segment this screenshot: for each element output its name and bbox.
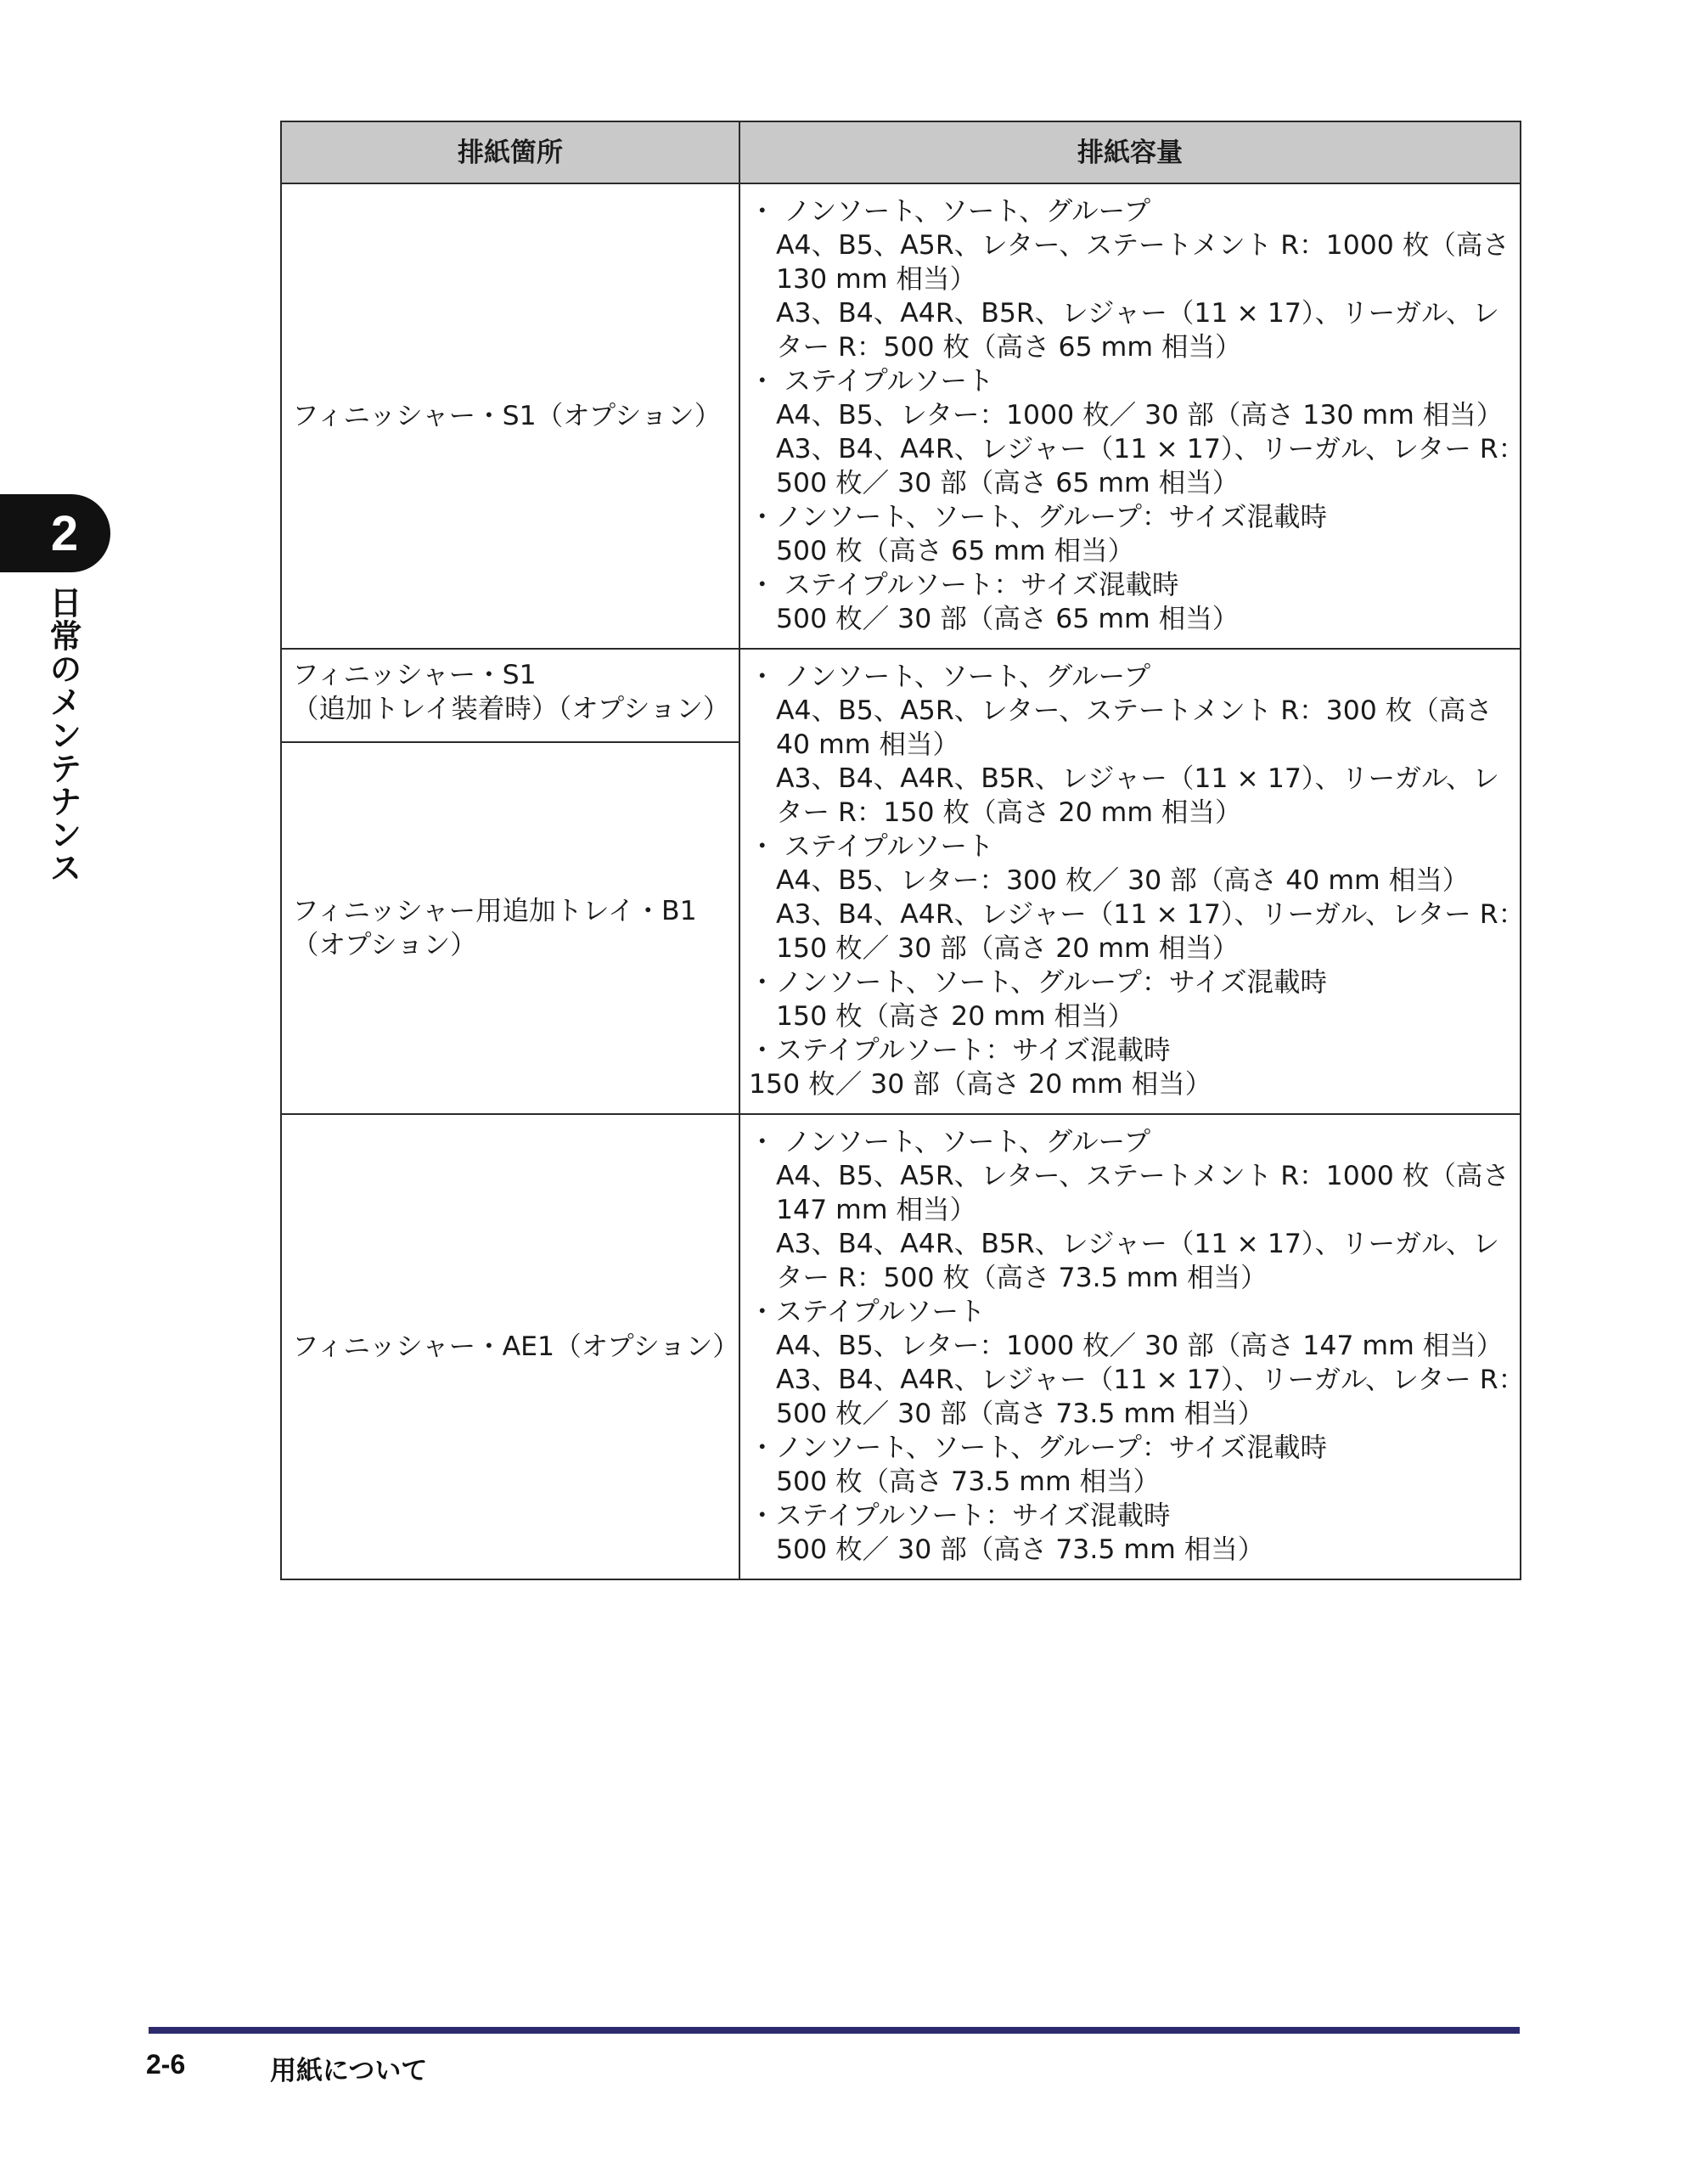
capacity-line: A4、B5、レター：300 枚／ 30 部（高さ 40 mm 相当） — [776, 865, 1470, 896]
capacity-line: ・ステイプルソート：サイズ混載時 — [749, 1500, 1171, 1531]
table-row — [281, 183, 1521, 649]
capacity-line: ター R：150 枚（高さ 20 mm 相当） — [776, 797, 1242, 828]
capacity-line: 500 枚（高さ 65 mm 相当） — [776, 536, 1135, 566]
capacity-line: A3、B4、A4R、B5R、レジャー（11 × 17）、リーガル、レ — [776, 1229, 1500, 1259]
table-row — [281, 649, 1521, 742]
header-output-capacity: 排紙容量 — [739, 121, 1521, 183]
capacity-line: A4、B5、A5R、レター、ステートメント R：1000 枚（高さ — [776, 1161, 1510, 1191]
table-header-row — [281, 121, 1521, 183]
capacity-cell — [739, 649, 1526, 1114]
capacity-line: A3、B4、A4R、B5R、レジャー（11 × 17）、リーガル、レ — [776, 298, 1500, 329]
capacity-line: ・ ステイプルソート — [749, 366, 994, 397]
capacity-line: ター R：500 枚（高さ 73.5 mm 相当） — [776, 1263, 1268, 1293]
capacity-line: A4、B5、A5R、レター、ステートメント R：300 枚（高さ — [776, 695, 1493, 726]
capacity-line: 500 枚／ 30 部（高さ 65 mm 相当） — [776, 604, 1240, 634]
capacity-line: ・ノンソート、ソート、グループ：サイズ混載時 — [749, 502, 1328, 532]
location-cell: フィニッシャー・S1（オプション） — [281, 183, 739, 649]
capacity-line: A4、B5、A5R、レター、ステートメント R：1000 枚（高さ — [776, 230, 1510, 261]
location-cell — [281, 742, 739, 1114]
capacity-line: 147 mm 相当） — [776, 1195, 977, 1225]
capacity-line: 500 枚／ 30 部（高さ 65 mm 相当） — [776, 468, 1240, 498]
location-line: フィニッシャー・S1 — [292, 660, 537, 690]
footer-rule — [149, 2027, 1520, 2034]
table-row — [281, 1114, 1521, 1579]
capacity-cell — [739, 1114, 1526, 1579]
chapter-tab — [0, 494, 110, 572]
capacity-line: 500 枚（高さ 73.5 mm 相当） — [776, 1466, 1161, 1497]
capacity-cell — [739, 183, 1526, 649]
location-line: （追加トレイ装着時）（オプション） — [292, 694, 730, 724]
capacity-line: ・ ノンソート、ソート、グループ — [749, 1127, 1151, 1157]
header-output-location: 排紙箇所 — [281, 121, 739, 183]
chapter-number: 2 — [50, 505, 79, 561]
capacity-line: A4、B5、レター：1000 枚／ 30 部（高さ 147 mm 相当） — [776, 1331, 1504, 1361]
capacity-line: ・ ノンソート、ソート、グループ — [749, 196, 1151, 227]
capacity-line: A3、B4、A4R、レジャー（11 × 17）、リーガル、レター R： — [776, 434, 1526, 464]
capacity-line: 130 mm 相当） — [776, 264, 977, 295]
capacity-line: A3、B4、A4R、レジャー（11 × 17）、リーガル、レター R： — [776, 899, 1526, 930]
capacity-line: ・ステイプルソート：サイズ混載時 — [749, 1035, 1171, 1066]
chapter-title: 日常のメンテナンス — [44, 586, 82, 884]
capacity-line: 500 枚／ 30 部（高さ 73.5 mm 相当） — [776, 1399, 1265, 1429]
capacity-line: ・ ノンソート、ソート、グループ — [749, 661, 1151, 692]
capacity-line: ・ステイプルソート — [749, 1297, 986, 1327]
location-cell: フィニッシャー・AE1（オプション） — [281, 1114, 739, 1579]
capacity-line: ・ ステイプルソート：サイズ混載時 — [749, 570, 1179, 600]
capacity-line: ター R：500 枚（高さ 65 mm 相当） — [776, 332, 1242, 363]
capacity-line: ・ ステイプルソート — [749, 831, 994, 862]
capacity-line: A3、B4、A4R、B5R、レジャー（11 × 17）、リーガル、レ — [776, 763, 1500, 794]
capacity-line: 500 枚／ 30 部（高さ 73.5 mm 相当） — [776, 1534, 1265, 1565]
location-line: フィニッシャー用追加トレイ・B1 — [292, 896, 697, 926]
footer-section-title: 用紙について — [270, 2056, 428, 2086]
output-capacity-table — [280, 121, 1526, 1580]
location-line: （オプション） — [292, 930, 477, 960]
capacity-line: ・ノンソート、ソート、グループ：サイズ混載時 — [749, 967, 1328, 998]
capacity-line: 40 mm 相当） — [776, 729, 959, 760]
capacity-line: ・ノンソート、ソート、グループ：サイズ混載時 — [749, 1433, 1328, 1463]
capacity-line: A3、B4、A4R、レジャー（11 × 17）、リーガル、レター R： — [776, 1365, 1526, 1395]
page-number: 2-6 — [146, 2049, 186, 2080]
capacity-line: A4、B5、レター：1000 枚／ 30 部（高さ 130 mm 相当） — [776, 400, 1504, 431]
capacity-line: 150 枚／ 30 部（高さ 20 mm 相当） — [749, 1069, 1212, 1100]
capacity-line: 150 枚（高さ 20 mm 相当） — [776, 1001, 1135, 1032]
capacity-line: 150 枚／ 30 部（高さ 20 mm 相当） — [776, 933, 1240, 964]
location-cell — [281, 649, 739, 742]
